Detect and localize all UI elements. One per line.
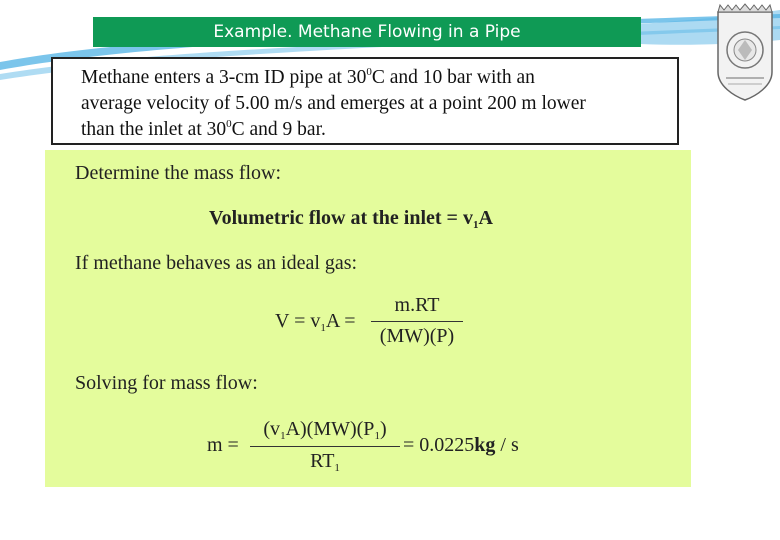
eq1-denominator: (MW)(P) <box>379 325 455 347</box>
problem-line-2: average velocity of 5.00 m/s and emerges at a point 200 m lower <box>81 93 586 114</box>
eq2-fraction-bar <box>250 446 400 447</box>
volumetric-flow-statement: Volumetric flow at the inlet = $v_1A$ <box>209 207 493 231</box>
university-crest-icon <box>714 2 776 102</box>
problem-line-1: Methane enters a 3-cm ID pipe at $30^0C$ and 10 bar with an <box>81 66 535 88</box>
eq2-result: = 0.0225kg / s <box>403 434 519 456</box>
problem-statement <box>51 57 679 145</box>
eq1-numerator: m.RT <box>394 294 440 316</box>
problem-line-3: than the inlet at $30^0C$ and 9 bar. <box>81 118 326 140</box>
eq1-lhs: $V = v_1A$ = <box>275 310 356 334</box>
solving-heading: Solving for mass flow: <box>75 372 258 394</box>
eq1-fraction-bar <box>371 321 463 322</box>
determine-heading: Determine the mass flow: <box>75 162 282 184</box>
slide-title: Example. Methane Flowing in a Pipe <box>213 22 521 42</box>
slide-title-bar <box>93 17 641 47</box>
ideal-gas-heading: If methane behaves as an ideal gas: <box>75 252 358 274</box>
eq2-denominator: $RT_1$ <box>310 450 340 474</box>
solution-panel <box>45 150 691 487</box>
eq2-lhs: m = <box>207 434 239 456</box>
eq2-numerator: $(v_1A)(MW)(P_1)$ <box>263 418 387 442</box>
